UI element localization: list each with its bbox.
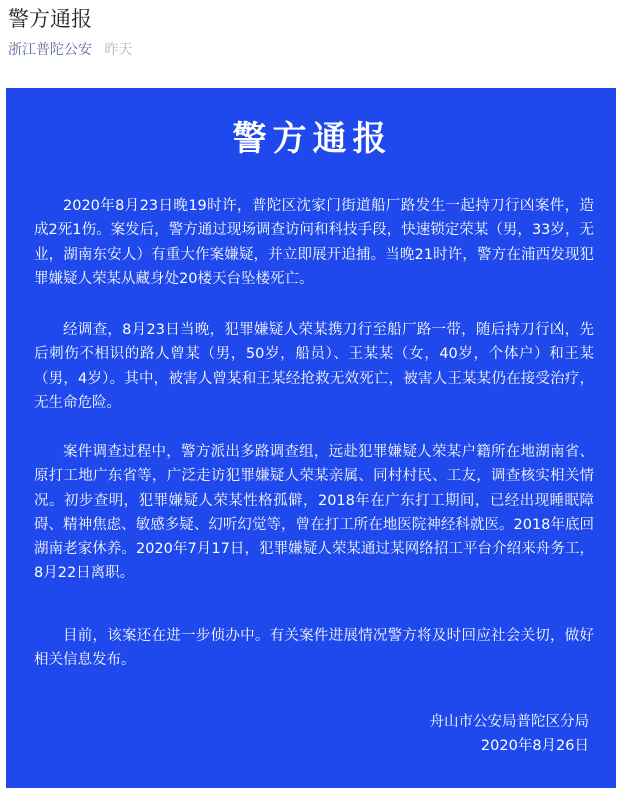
publish-date: 昨天 (104, 42, 133, 58)
article-meta (8, 40, 132, 60)
notice-paragraph-1: 2020年8月23日晚19时许，普陀区沈家门街道船厂路发生一起持刀行凶案件，造成2死1伤。案发后，警方通过现场调查访问和科技手段，快速锁定荣某（男，33岁，无业，湖南东安人）有重大作案嫌疑，并立即展开追捕。当晚21时许，警方在浦西发现犯罪嫌疑人荣某从藏身处20楼天台坠楼死亡。 (34, 198, 594, 287)
author-link[interactable]: 浙江普陀公安 (8, 42, 92, 58)
article-title: 警方通报 (8, 7, 92, 31)
notice-heading-text: 警方通报 (232, 119, 393, 159)
notice-paragraph-3: 案件调查过程中，警方派出多路调查组，远赴犯罪嫌疑人荣某户籍所在地湖南省、原打工地广东省等，广泛走访犯罪嫌疑人荣某亲属、同村村民、工友，调查核实相关情况。初步查明，犯罪嫌疑人荣某性格孤僻，2018年在广东打工期间，已经出现睡眠障碍、精神焦虑、敏感多疑、幻听幻觉等，曾在打工所在地医院神经科就医。2018年底回湖南老家休养。2020年7月17日，犯罪嫌疑人荣某通过某网络招工平台介绍来舟务工，8月22日离职。 (34, 444, 594, 582)
signature-date: 2020年8月26日 (480, 738, 589, 754)
notice-image (6, 88, 616, 788)
notice-paragraph-4: 目前，该案还在进一步侦办中。有关案件进展情况警方将及时回应社会关切，做好相关信息发布。 (34, 628, 594, 669)
signature-organization: 舟山市公安局普陀区分局 (429, 714, 589, 730)
notice-paragraph-2: 经调查，8月23日当晚，犯罪嫌疑人荣某携刀行至船厂路一带，随后持刀行凶，先后刺伤不相识的路人曾某（男，50岁，船员）、王某某（女，40岁，个体户）和王某（男，4岁）。其中，被害人曾某和王某经抢救无效死亡，被害人王某某仍在接受治疗，无生命危险。 (34, 322, 594, 411)
notice-heading (0, 116, 625, 162)
